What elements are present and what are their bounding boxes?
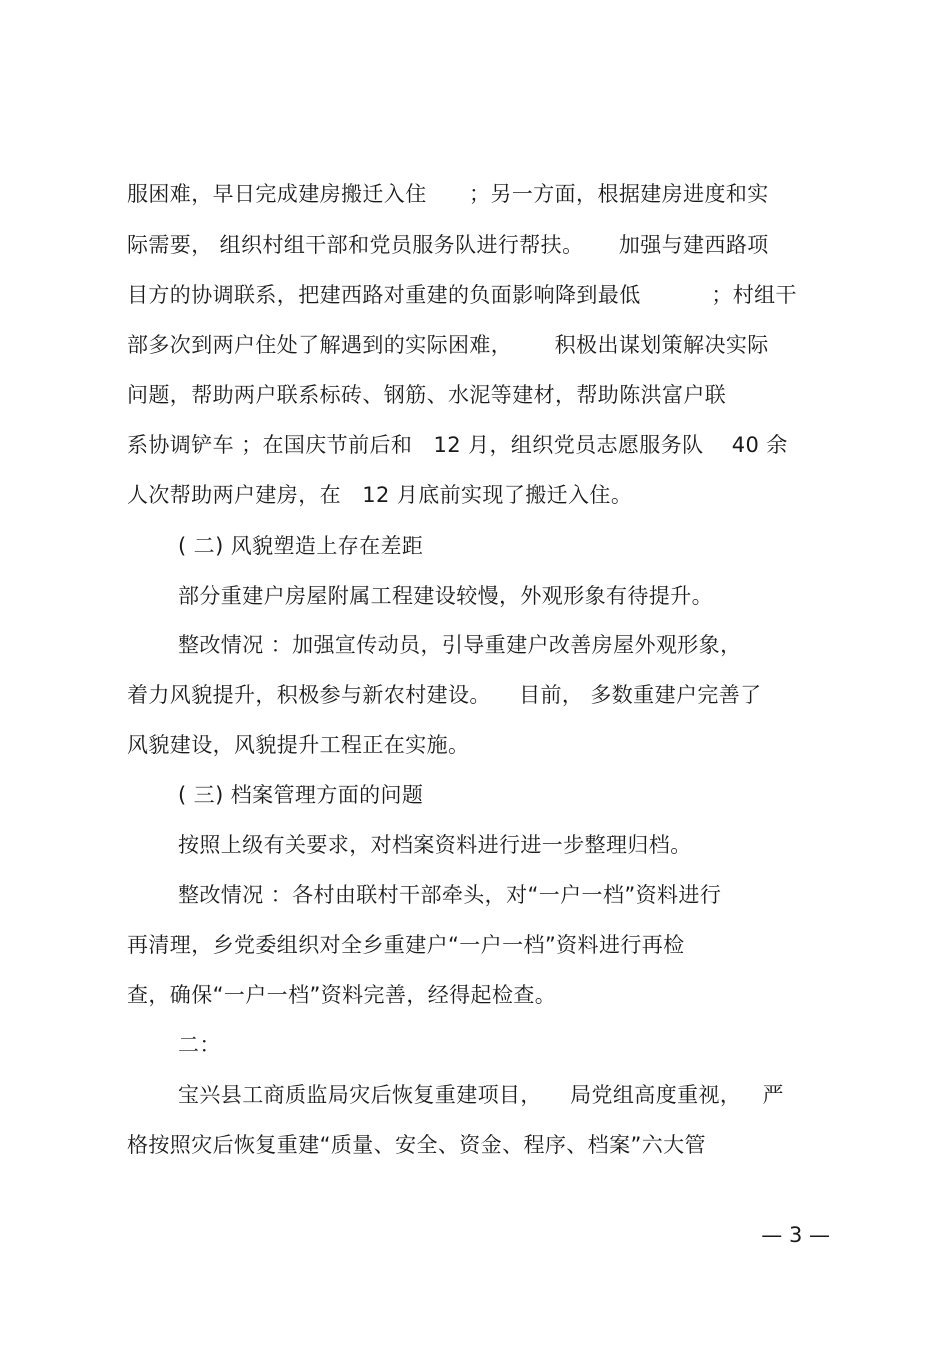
section-heading: ( 二) 风貌塑造上存在差距	[178, 534, 424, 558]
body-text-line: 部分重建户房屋附属工程建设较慢，外观形象有待提升。	[178, 584, 713, 608]
section-marker: 二：	[178, 1033, 221, 1057]
body-text-line: 着力风貌提升，积极参与新农村建设。 目前， 多数重建户完善了	[127, 683, 762, 707]
body-text-line: 问题，帮助两户联系标砖、钢筋、水泥等建材，帮助陈洪富户联	[127, 383, 727, 407]
body-text-line: 际需要， 组织村组干部和党员服务队进行帮扶。 加强与建西路项	[127, 233, 769, 257]
body-text-line: 服困难，早日完成建房搬迁入住 ；另一方面，根据建房进度和实	[127, 182, 769, 206]
body-text-line: 部多次到两户住处了解遇到的实际困难， 积极出谋划策解决实际	[127, 333, 769, 357]
body-text-line: 宝兴县工商质监局灾后恢复重建项目， 局党组高度重视， 严	[178, 1083, 784, 1107]
body-text-line: 格按照灾后恢复重建“质量、安全、资金、程序、档案”六大管	[127, 1133, 706, 1157]
page-number: — 3 —	[761, 1223, 830, 1247]
body-text-line: 系协调铲车 ；在国庆节前后和 12 月，组织党员志愿服务队 40 余	[127, 433, 788, 457]
body-text-line: 按照上级有关要求，对档案资料进行进一步整理归档。	[178, 833, 692, 857]
body-text-line: 人次帮助两户建房，在 12 月底前实现了搬迁入住。	[127, 483, 633, 507]
body-text-line: 风貌建设，风貌提升工程正在实施。	[127, 733, 470, 757]
body-text-line: 再清理，乡党委组织对全乡重建户“一户一档”资料进行再检	[127, 933, 685, 957]
body-text-line: 整改情况 ：加强宣传动员，引导重建户改善房屋外观形象，	[178, 633, 742, 657]
section-heading: ( 三) 档案管理方面的问题	[178, 783, 424, 807]
body-text-line: 整改情况 ：各村由联村干部牵头，对“一户一档”资料进行	[178, 883, 722, 907]
body-text-line: 目方的协调联系，把建西路对重建的负面影响降到最低 ；村组干	[127, 283, 797, 307]
body-text-line: 查，确保“一户一档”资料完善，经得起检查。	[127, 983, 557, 1007]
